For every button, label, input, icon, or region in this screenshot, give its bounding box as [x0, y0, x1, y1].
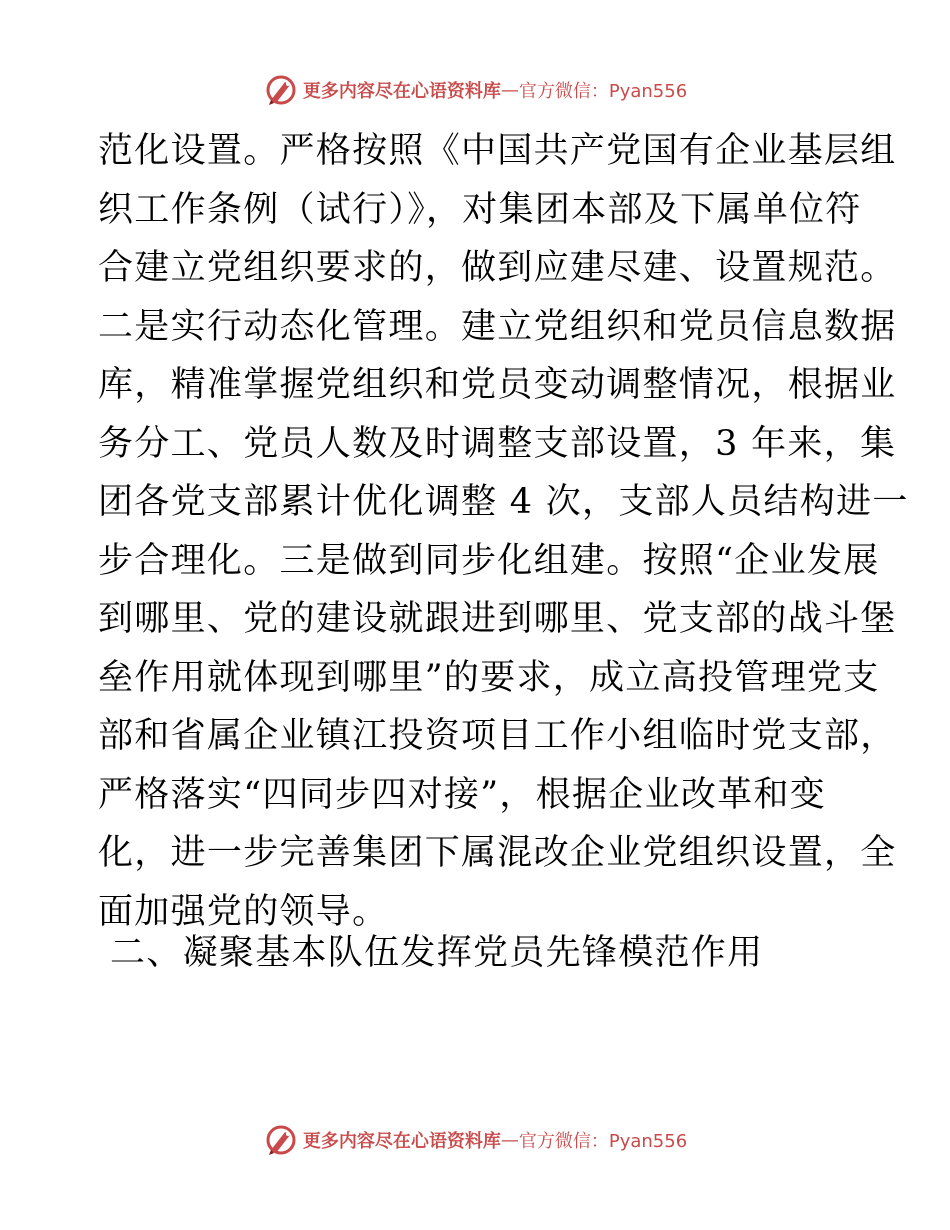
watermark-contact: 官方微信：Pyan556: [518, 81, 688, 102]
body-line: 范化设置。严格按照《中国共产党国有企业基层组: [98, 131, 897, 171]
body-line: 织工作条例（试行）》，对集团本部及下属单位符: [98, 189, 862, 230]
body-line: 化，进一步完善集团下属混改企业党组织设置，全: [98, 833, 897, 873]
body-paragraph: [98, 122, 909, 941]
watermark-brand: 更多内容尽在心语资料库: [302, 1131, 501, 1152]
body-line: 面加强党的领导。: [98, 891, 389, 932]
body-line: 团各党支部累计优化调整 4 次，支部人员结构进一: [98, 482, 909, 522]
body-line: 务分工、党员人数及时调整支部设置，3 年来，集: [98, 423, 897, 464]
watermark-contact: 官方微信：Pyan556: [518, 1131, 688, 1152]
body-line: 垒作用就体现到哪里”的要求，成立高投管理党支: [98, 657, 880, 698]
body-line: 部和省属企业镇江投资项目工作小组临时党支部，: [98, 716, 897, 756]
body-line: 严格落实“四同步四对接”，根据企业改革和变: [98, 774, 827, 815]
section-heading: 二、凝聚基本队伍发挥党员先锋模范作用: [110, 933, 764, 973]
watermark-separator: —: [500, 1129, 519, 1151]
watermark-separator: —: [500, 79, 519, 101]
footer-watermark: [0, 1120, 950, 1160]
body-line: 到哪里、党的建设就跟进到哪里、党支部的战斗堡: [98, 599, 897, 639]
body-line: 合建立党组织要求的，做到应建尽建、设置规范。: [98, 248, 897, 288]
body-line: 二是实行动态化管理。建立党组织和党员信息数据: [98, 306, 897, 347]
watermark-brand: 更多内容尽在心语资料库: [302, 81, 501, 102]
body-line: 库，精准掌握党组织和党员变动调整情况，根据业: [98, 365, 897, 405]
pen-logo-icon: [263, 1122, 299, 1158]
pen-logo-icon: [263, 72, 299, 108]
body-line: 步合理化。三是做到同步化组建。按照“企业发展: [98, 540, 880, 581]
header-watermark: [0, 70, 950, 110]
